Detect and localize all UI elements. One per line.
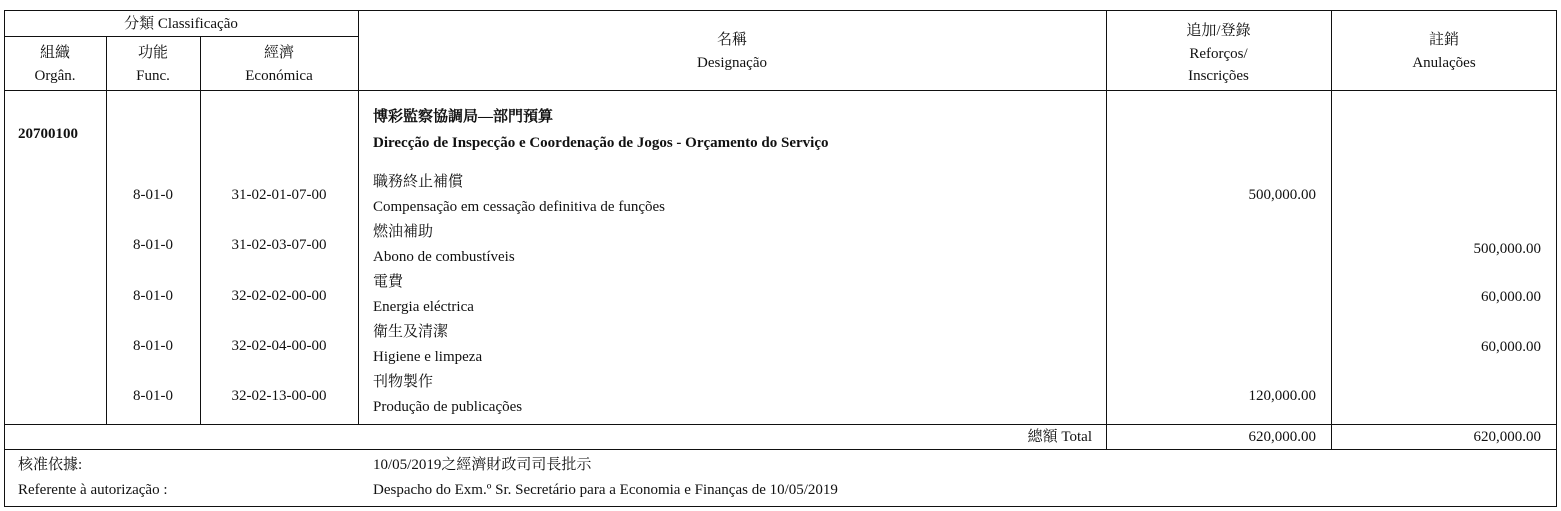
header-annulments-zh: 註銷 bbox=[1428, 32, 1459, 48]
header-designation-zh: 名稱 bbox=[716, 32, 747, 48]
header-reinforcements-pt1: Reforços/ bbox=[1189, 46, 1248, 62]
authorization-label-zh: 核准依據: bbox=[18, 457, 83, 473]
header-reinforcements-zh: 追加/登錄 bbox=[1186, 23, 1251, 39]
row-5-func: 8-01-0 bbox=[133, 388, 173, 404]
header-func-zh: 功能 bbox=[137, 45, 168, 61]
row-2-annulment: 500,000.00 bbox=[1473, 241, 1541, 257]
header-organ-pt: Orgân. bbox=[34, 68, 76, 84]
row-4-name-zh: 衛生及清潔 bbox=[373, 324, 449, 340]
header-classification: 分類 Classificação bbox=[124, 16, 238, 32]
row-5-reinforcement: 120,000.00 bbox=[1248, 388, 1316, 404]
row-3-annulment: 60,000.00 bbox=[1481, 289, 1541, 305]
row-1-name-pt: Compensação em cessação definitiva de funções bbox=[373, 199, 665, 215]
col-divider-func bbox=[200, 36, 201, 424]
header-annulments-pt: Anulações bbox=[1412, 55, 1476, 71]
header-econ-zh: 經濟 bbox=[263, 45, 294, 61]
row-1-reinforcement: 500,000.00 bbox=[1248, 187, 1316, 203]
row-4-name-pt: Higiene e limpeza bbox=[373, 349, 483, 365]
authorization-text-pt: Despacho do Exm.º Sr. Secretário para a Economia e Finanças de 10/05/2019 bbox=[373, 482, 838, 498]
header-classification-divider bbox=[4, 36, 358, 37]
total-top-border bbox=[4, 424, 1557, 425]
row-3-name-pt: Energia eléctrica bbox=[373, 299, 474, 315]
col-divider-reinforcements bbox=[1331, 10, 1332, 449]
row-1-econ: 31-02-01-07-00 bbox=[231, 187, 327, 203]
authorization-label-pt: Referente à autorização : bbox=[18, 482, 168, 498]
service-name-zh: 博彩監察協調局—部門預算 bbox=[373, 109, 554, 125]
authorization-text-zh: 10/05/2019之經濟財政司司長批示 bbox=[373, 457, 592, 473]
row-3-name-zh: 電費 bbox=[373, 274, 404, 290]
organ-code: 20700100 bbox=[18, 126, 78, 142]
col-divider-econ bbox=[358, 10, 359, 424]
header-reinforcements-pt2: Inscrições bbox=[1188, 68, 1249, 84]
row-2-econ: 31-02-03-07-00 bbox=[231, 237, 327, 253]
row-5-name-zh: 刊物製作 bbox=[373, 374, 434, 390]
row-4-func: 8-01-0 bbox=[133, 338, 173, 354]
row-3-func: 8-01-0 bbox=[133, 288, 173, 304]
header-func-pt: Func. bbox=[136, 68, 170, 84]
service-name-pt: Direcção de Inspecção e Coordenação de Jogos - Orçamento do Serviço bbox=[373, 135, 829, 151]
header-econ-pt: Económica bbox=[245, 68, 313, 84]
row-4-annulment: 60,000.00 bbox=[1481, 339, 1541, 355]
header-designation-pt: Designação bbox=[697, 55, 767, 71]
total-label: 總額 Total bbox=[1027, 429, 1092, 445]
header-organ-zh: 組織 bbox=[39, 45, 70, 61]
row-2-name-zh: 燃油補助 bbox=[373, 224, 434, 240]
row-2-func: 8-01-0 bbox=[133, 237, 173, 253]
row-5-name-pt: Produção de publicações bbox=[373, 399, 523, 415]
total-annulment: 620,000.00 bbox=[1473, 429, 1541, 445]
row-1-name-zh: 職務終止補償 bbox=[373, 174, 464, 190]
total-bottom-border bbox=[4, 449, 1557, 450]
total-reinforcement: 620,000.00 bbox=[1248, 429, 1316, 445]
row-3-econ: 32-02-02-00-00 bbox=[231, 288, 327, 304]
row-2-name-pt: Abono de combustíveis bbox=[373, 249, 515, 265]
row-4-econ: 32-02-04-00-00 bbox=[231, 338, 327, 354]
row-1-func: 8-01-0 bbox=[133, 187, 173, 203]
row-5-econ: 32-02-13-00-00 bbox=[231, 388, 327, 404]
header-bottom-border bbox=[4, 90, 1557, 91]
col-divider-organ bbox=[106, 36, 107, 424]
